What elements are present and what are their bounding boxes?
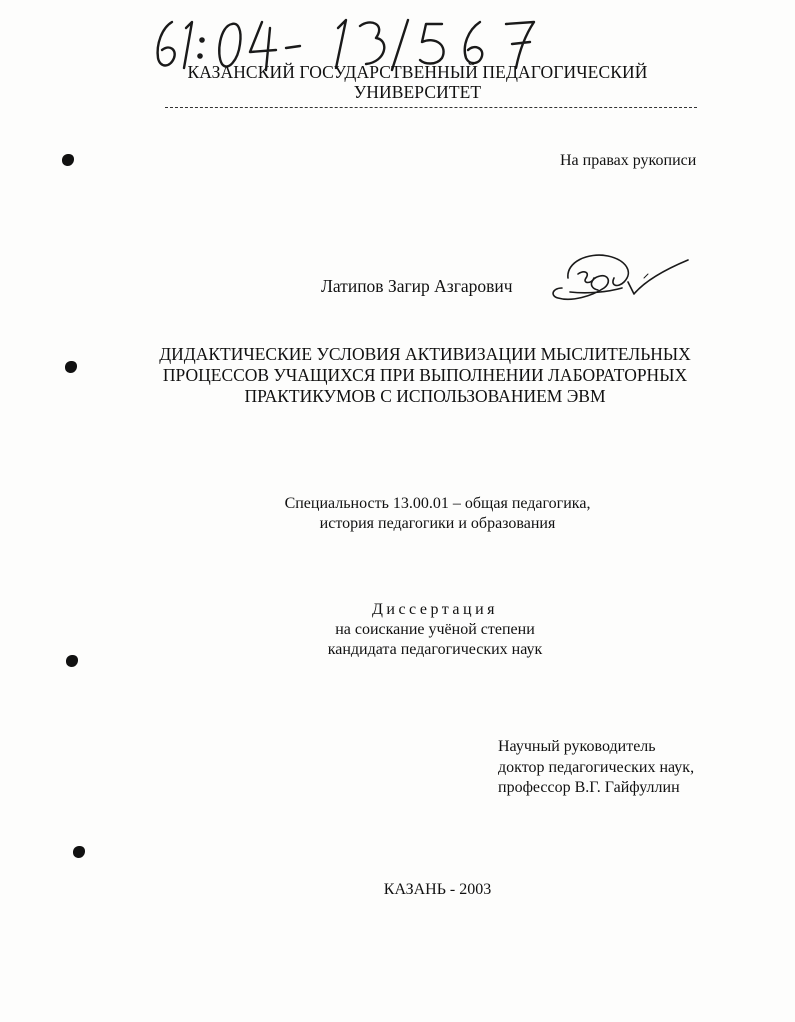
- header-divider: [165, 107, 697, 108]
- document-type: Диссертация: [371, 601, 499, 618]
- punch-hole-mark: [73, 846, 85, 858]
- city-year: КАЗАНЬ - 2003: [383, 881, 492, 898]
- title-line: ПРОЦЕССОВ УЧАЩИХСЯ ПРИ ВЫПОЛНЕНИИ ЛАБОРАТОРНЫХ: [162, 365, 688, 385]
- degree-line: на соискание учёной степени: [335, 621, 535, 638]
- advisor-name: профессор В.Г. Гайфуллин: [498, 779, 680, 796]
- institution-name-line-1: КАЗАНСКИЙ ГОСУДАРСТВЕННЫЙ ПЕДАГОГИЧЕСКИЙ: [187, 62, 648, 82]
- advisor-role: Научный руководитель: [498, 738, 656, 755]
- dissertation-title: [0, 344, 795, 407]
- degree-line: кандидата педагогических наук: [327, 641, 543, 658]
- specialty-line: Специальность 13.00.01 – общая педагогика,: [284, 495, 591, 512]
- specialty-block: [0, 494, 795, 534]
- rights-note: На правах рукописи: [560, 152, 697, 169]
- title-line: ПРАКТИКУМОВ С ИСПОЛЬЗОВАНИЕМ ЭВМ: [244, 386, 606, 406]
- title-line: ДИДАКТИЧЕСКИЕ УСЛОВИЯ АКТИВИЗАЦИИ МЫСЛИТЕЛЬНЫХ: [159, 344, 691, 364]
- author-signature: [548, 248, 698, 310]
- punch-hole-mark: [62, 154, 74, 166]
- advisor-block: [498, 737, 694, 799]
- degree-block: [0, 600, 795, 660]
- institution-name-line-2: УНИВЕРСИТЕТ: [353, 82, 482, 102]
- author-name: Латипов Загир Азгарович: [321, 276, 513, 296]
- specialty-line: история педагогики и образования: [319, 515, 556, 532]
- advisor-degree: доктор педагогических наук,: [498, 758, 695, 776]
